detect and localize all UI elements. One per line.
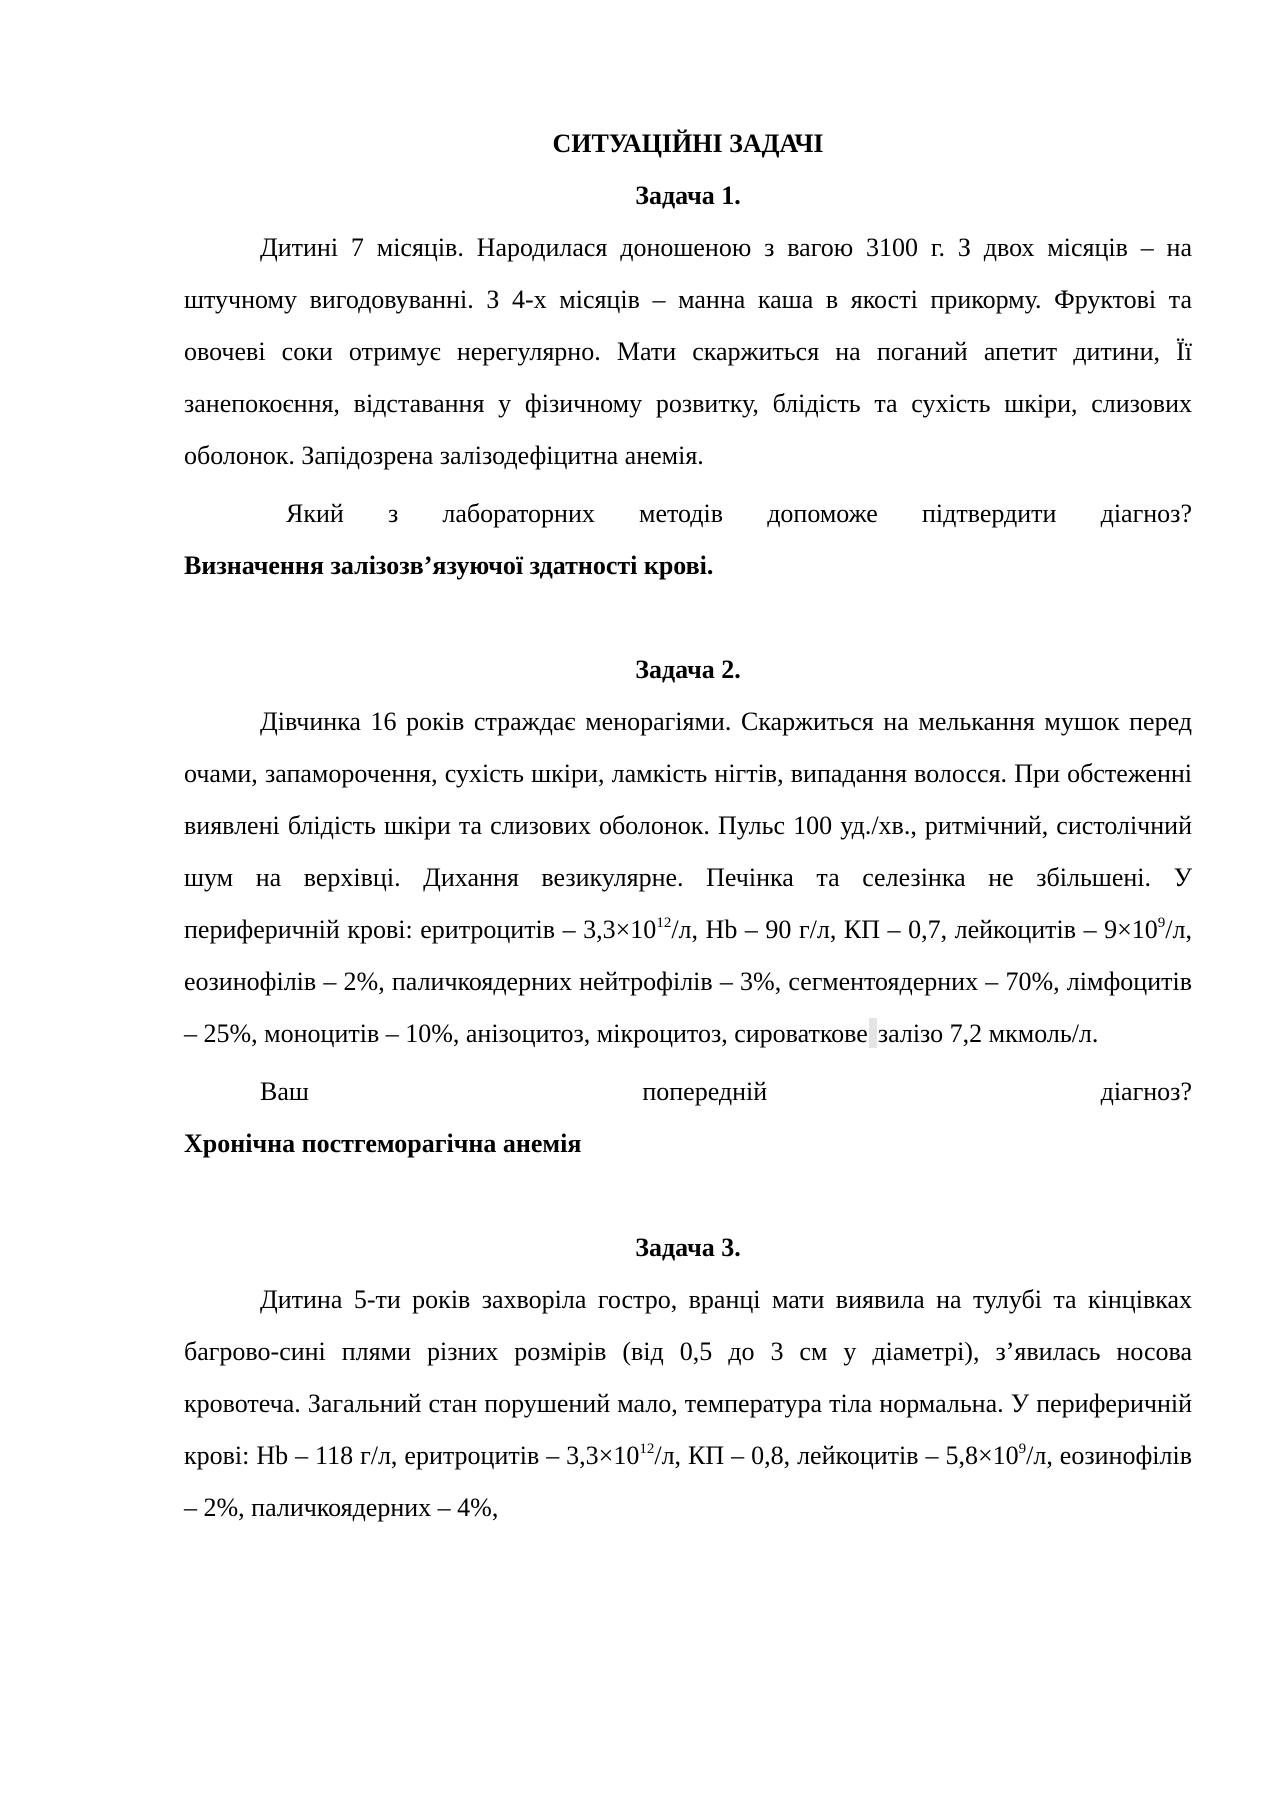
document-content <box>184 118 1192 1534</box>
task-3-text-3: /л, еозинофілів – 2%, паличкоядерних – 4%, <box>184 1441 1192 1522</box>
task-2-paragraph <box>184 696 1192 1060</box>
task-2-question: Ваш попередній діагноз? <box>260 1077 1192 1106</box>
task-3-heading: Задача 3. <box>635 1233 741 1262</box>
spacer <box>184 1170 1192 1222</box>
task-3-text-2: /л, КП – 0,8, лейкоцитів – 5,8×10 <box>654 1441 1019 1470</box>
text-cursor-highlight <box>869 1018 877 1048</box>
task-2-text-3: /л, еозинофілів – 2%, паличкоядерних нейтрофілів – 3%, сегментоядерних – 70%, лімфоцитів – 25%, моноцитів – 10%, анізоцитоз, мікроцитоз, сироваткове <box>184 915 1192 1048</box>
spacer <box>184 592 1192 644</box>
task-2-text-2: /л, Hb – 90 г/л, КП – 0,7, лейкоцитів – 9×10 <box>671 915 1158 944</box>
task-1-question: Який з лабораторних методів допоможе підтвердити діагноз? <box>286 499 1192 528</box>
task-1-answer: Визначення залізозв’язуючої здатності крові. <box>184 551 714 580</box>
task-3-sup-1: 12 <box>639 1441 655 1457</box>
task-3-text-1: Дитина 5-ти років захворіла гостро, вранці мати виявила на тулубі та кінцівках багрово-сині плями різних розмірів (від 0,5 до 3 см у діаметрі), з’явилась носова кровотеча. Загальний стан порушений мало, температура тіла нормальна. У периферичній крові: Hb – 118 г/л, еритроцитів – 3,3×10 <box>184 1285 1192 1470</box>
task-2-sup-1: 12 <box>656 915 672 931</box>
document-title: СИТУАЦІЙНІ ЗАДАЧІ <box>552 129 824 158</box>
task-1-heading: Задача 1. <box>635 181 741 210</box>
task-2-text-1: Дівчинка 16 років страждає менорагіями. Скаржиться на мелькання мушок перед очами, запаморочення, сухість шкіри, ламкість нігтів, випадання волосся. При обстеженні виявлені блідість шкіри та слизових оболонок. Пульс 100 уд./хв., ритмічний, систолічний шум на верхівці. Дихання везикулярне. Печінка та селезінка не збільшені. У периферичній крові: еритроцитів – 3,3×10 <box>184 707 1192 944</box>
task-2-answer: Хронічна постгеморагічна анемія <box>184 1129 582 1158</box>
task-3-paragraph <box>184 1274 1192 1534</box>
task-2-text-4: залізо 7,2 мкмоль/л. <box>877 1019 1099 1048</box>
task-1-paragraph: Дитині 7 місяців. Народилася доношеною з вагою 3100 г. З двох місяців – на штучному вигодовуванні. З 4-х місяців – манна каша в якості прикорму. Фруктові та овочеві соки отримує нерегулярно. Мати скаржиться на поганий апетит дитини, Її занепокоєння, відставання у фізичному розвитку, блідість та сухість шкіри, слизових оболонок. Запідозрена залізодефіцитна анемія. <box>184 233 1192 470</box>
task-3-sup-2: 9 <box>1018 1441 1027 1457</box>
task-2-heading: Задача 2. <box>635 655 741 684</box>
task-2-sup-2: 9 <box>1157 915 1166 931</box>
